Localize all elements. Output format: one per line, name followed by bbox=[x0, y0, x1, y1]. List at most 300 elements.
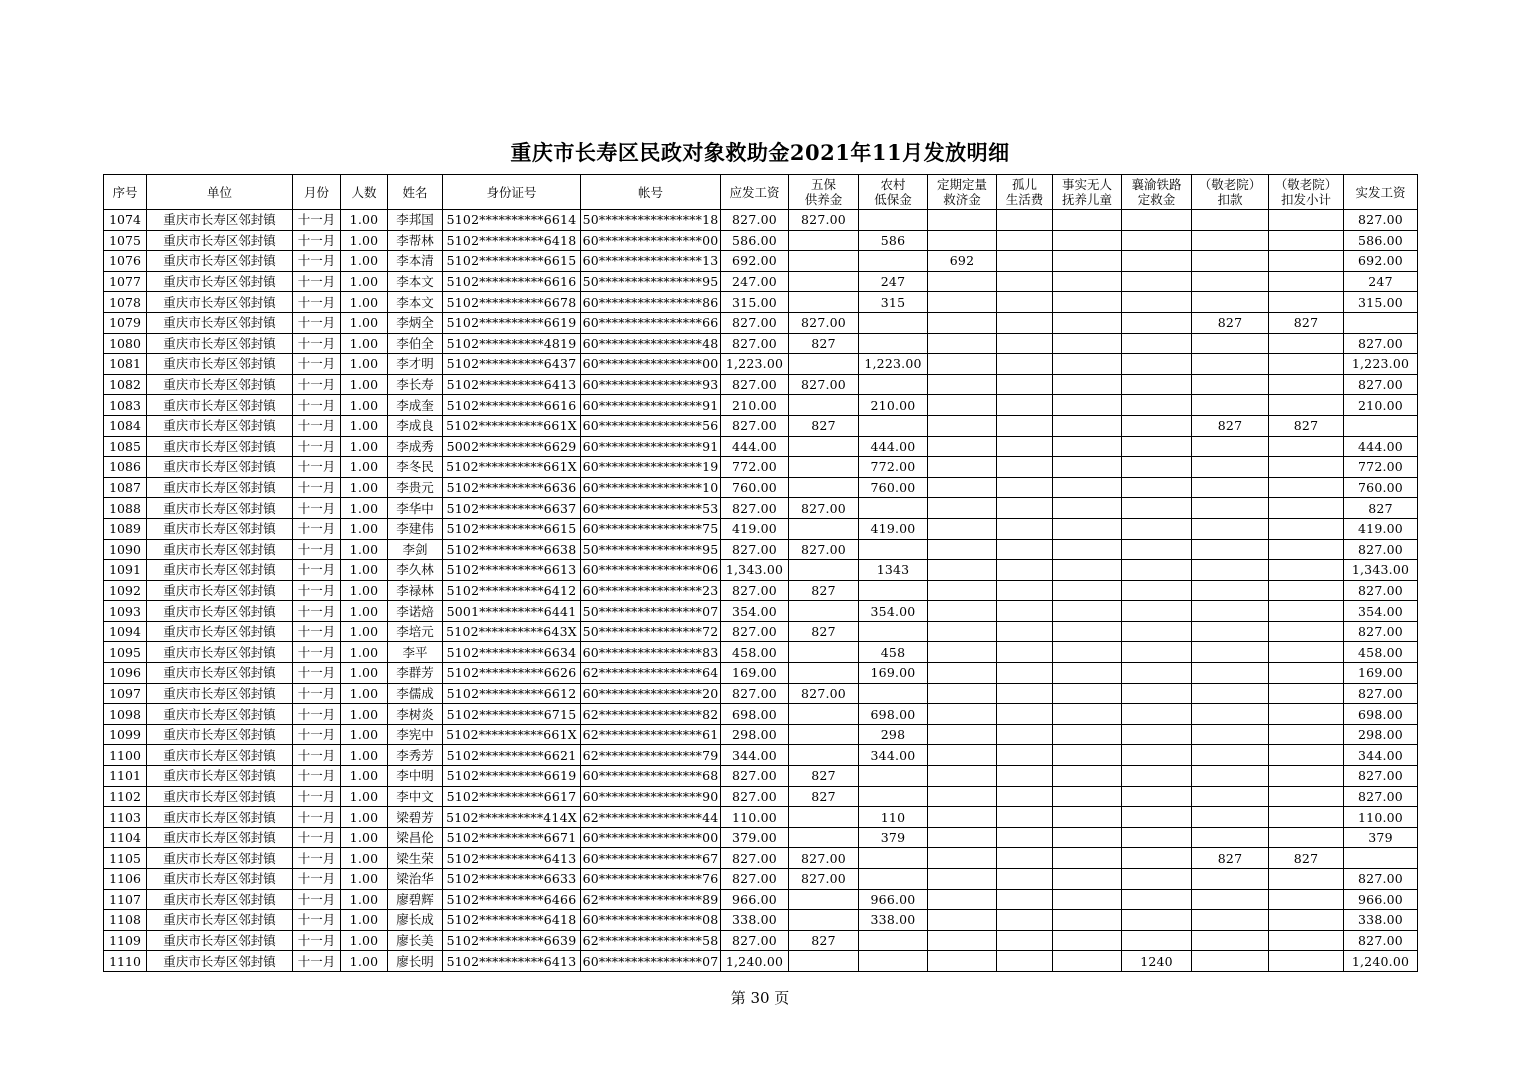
column-header: 月份 bbox=[293, 175, 341, 210]
table-cell bbox=[928, 415, 997, 436]
table-cell bbox=[997, 951, 1053, 972]
table-cell: 1.00 bbox=[341, 704, 388, 725]
table-cell bbox=[1053, 621, 1122, 642]
table-cell bbox=[1192, 683, 1269, 704]
table-cell: 60****************08 bbox=[581, 910, 721, 931]
table-cell: 827.00 bbox=[789, 312, 859, 333]
table-cell: 827.00 bbox=[721, 683, 789, 704]
table-cell bbox=[1269, 374, 1344, 395]
table-cell bbox=[859, 869, 928, 890]
table-cell: 50****************07 bbox=[581, 601, 721, 622]
table-cell: 458.00 bbox=[721, 642, 789, 663]
table-cell bbox=[1269, 869, 1344, 890]
table-cell: 772.00 bbox=[1344, 457, 1418, 478]
table-cell: 重庆市长寿区邻封镇 bbox=[147, 477, 293, 498]
table-cell bbox=[859, 251, 928, 272]
table-row bbox=[104, 786, 1418, 807]
table-cell bbox=[1053, 601, 1122, 622]
table-cell: 62****************64 bbox=[581, 663, 721, 684]
table-cell: 5102**********643X bbox=[443, 621, 581, 642]
table-cell bbox=[1122, 518, 1192, 539]
table-cell: 十一月 bbox=[293, 560, 341, 581]
table-cell: 十一月 bbox=[293, 210, 341, 231]
table-row bbox=[104, 642, 1418, 663]
table-cell bbox=[928, 889, 997, 910]
table-cell: 十一月 bbox=[293, 910, 341, 931]
table-cell: 827.00 bbox=[789, 869, 859, 890]
table-cell: 827.00 bbox=[1344, 580, 1418, 601]
table-cell: 50****************95 bbox=[581, 539, 721, 560]
table-cell: 1107 bbox=[104, 889, 147, 910]
table-row bbox=[104, 415, 1418, 436]
table-cell bbox=[928, 374, 997, 395]
table-cell: 458.00 bbox=[1344, 642, 1418, 663]
table-row bbox=[104, 292, 1418, 313]
table-cell: 827.00 bbox=[1344, 766, 1418, 787]
table-cell: 李伯全 bbox=[388, 333, 443, 354]
table-cell bbox=[997, 230, 1053, 251]
table-cell bbox=[928, 210, 997, 231]
table-cell bbox=[997, 889, 1053, 910]
table-cell: 5102**********661X bbox=[443, 457, 581, 478]
table-cell bbox=[997, 436, 1053, 457]
table-cell: 李宪中 bbox=[388, 724, 443, 745]
table-cell: 827 bbox=[1192, 312, 1269, 333]
table-cell: 李长寿 bbox=[388, 374, 443, 395]
table-cell bbox=[928, 560, 997, 581]
table-cell: 1104 bbox=[104, 827, 147, 848]
table-cell: 1.00 bbox=[341, 560, 388, 581]
table-cell: 760.00 bbox=[1344, 477, 1418, 498]
table-cell bbox=[928, 539, 997, 560]
table-cell: 827.00 bbox=[789, 374, 859, 395]
table-cell: 827.00 bbox=[721, 333, 789, 354]
table-cell: 1.00 bbox=[341, 786, 388, 807]
table-cell: 5001**********6441 bbox=[443, 601, 581, 622]
table-cell: 298 bbox=[859, 724, 928, 745]
table-cell: 966.00 bbox=[721, 889, 789, 910]
table-cell bbox=[1269, 642, 1344, 663]
table-cell bbox=[859, 539, 928, 560]
table-row bbox=[104, 807, 1418, 828]
table-row bbox=[104, 745, 1418, 766]
table-cell: 827 bbox=[1269, 848, 1344, 869]
table-cell bbox=[1269, 210, 1344, 231]
table-cell: 十一月 bbox=[293, 395, 341, 416]
table-cell bbox=[997, 642, 1053, 663]
table-cell: 60****************76 bbox=[581, 869, 721, 890]
table-row bbox=[104, 477, 1418, 498]
table-cell bbox=[928, 498, 997, 519]
table-cell bbox=[1053, 374, 1122, 395]
table-cell bbox=[789, 951, 859, 972]
table-cell bbox=[1192, 292, 1269, 313]
table-cell: 827.00 bbox=[721, 210, 789, 231]
table-cell: 5102**********6612 bbox=[443, 683, 581, 704]
table-cell bbox=[997, 910, 1053, 931]
table-cell bbox=[1269, 560, 1344, 581]
table-cell: 827.00 bbox=[721, 786, 789, 807]
table-cell: 169.00 bbox=[859, 663, 928, 684]
table-cell: 827.00 bbox=[1344, 374, 1418, 395]
table-cell: 李成良 bbox=[388, 415, 443, 436]
table-cell bbox=[997, 869, 1053, 890]
table-cell bbox=[1053, 745, 1122, 766]
table-cell bbox=[859, 312, 928, 333]
table-cell bbox=[1192, 910, 1269, 931]
table-cell bbox=[928, 910, 997, 931]
table-cell bbox=[1192, 621, 1269, 642]
table-cell: 62****************61 bbox=[581, 724, 721, 745]
table-cell: 5102**********6615 bbox=[443, 251, 581, 272]
table-cell: 5102**********6437 bbox=[443, 354, 581, 375]
table-cell bbox=[997, 724, 1053, 745]
table-cell: 十一月 bbox=[293, 498, 341, 519]
table-cell: 十一月 bbox=[293, 354, 341, 375]
table-cell: 1343 bbox=[859, 560, 928, 581]
table-cell bbox=[997, 498, 1053, 519]
table-cell: 169.00 bbox=[721, 663, 789, 684]
table-cell: 60****************91 bbox=[581, 395, 721, 416]
table-cell: 315.00 bbox=[721, 292, 789, 313]
table-cell: 60****************75 bbox=[581, 518, 721, 539]
table-cell: 十一月 bbox=[293, 601, 341, 622]
table-cell: 1103 bbox=[104, 807, 147, 828]
table-cell: 1.00 bbox=[341, 889, 388, 910]
table-cell: 210.00 bbox=[1344, 395, 1418, 416]
table-cell: 1.00 bbox=[341, 251, 388, 272]
table-cell: 827 bbox=[1192, 848, 1269, 869]
table-cell: 李儒成 bbox=[388, 683, 443, 704]
table-cell: 1101 bbox=[104, 766, 147, 787]
table-cell: 十一月 bbox=[293, 374, 341, 395]
table-cell: 1.00 bbox=[341, 869, 388, 890]
table-cell: 1092 bbox=[104, 580, 147, 601]
table-cell: 李本清 bbox=[388, 251, 443, 272]
table-cell bbox=[859, 930, 928, 951]
table-cell: 1.00 bbox=[341, 724, 388, 745]
table-cell bbox=[1122, 436, 1192, 457]
table-cell: 十一月 bbox=[293, 415, 341, 436]
table-cell: 十一月 bbox=[293, 766, 341, 787]
table-cell bbox=[1269, 663, 1344, 684]
column-header: 人数 bbox=[341, 175, 388, 210]
table-row bbox=[104, 827, 1418, 848]
table-cell: 586.00 bbox=[1344, 230, 1418, 251]
table-cell bbox=[1053, 395, 1122, 416]
table-cell bbox=[1122, 663, 1192, 684]
table-cell: 1.00 bbox=[341, 580, 388, 601]
table-cell bbox=[1053, 333, 1122, 354]
table-cell bbox=[1053, 560, 1122, 581]
table-cell: 1110 bbox=[104, 951, 147, 972]
table-cell: 1080 bbox=[104, 333, 147, 354]
table-cell: 十一月 bbox=[293, 951, 341, 972]
table-row bbox=[104, 766, 1418, 787]
table-cell: 50****************95 bbox=[581, 271, 721, 292]
table-cell: 十一月 bbox=[293, 724, 341, 745]
table-cell bbox=[1192, 889, 1269, 910]
table-cell bbox=[1122, 415, 1192, 436]
table-cell: 60****************00 bbox=[581, 230, 721, 251]
table-cell: 5102**********6678 bbox=[443, 292, 581, 313]
table-cell: 李群芳 bbox=[388, 663, 443, 684]
table-cell bbox=[1269, 436, 1344, 457]
table-cell bbox=[997, 312, 1053, 333]
table-cell bbox=[1122, 704, 1192, 725]
table-cell: 1.00 bbox=[341, 663, 388, 684]
table-cell: 廖长明 bbox=[388, 951, 443, 972]
table-cell bbox=[1192, 354, 1269, 375]
table-cell: 827.00 bbox=[1344, 869, 1418, 890]
table-cell: 1.00 bbox=[341, 312, 388, 333]
table-cell bbox=[1192, 724, 1269, 745]
table-cell: 60****************19 bbox=[581, 457, 721, 478]
table-cell bbox=[997, 395, 1053, 416]
table-cell: 十一月 bbox=[293, 745, 341, 766]
table-cell bbox=[1122, 766, 1192, 787]
table-cell: 1.00 bbox=[341, 807, 388, 828]
table-cell: 重庆市长寿区邻封镇 bbox=[147, 539, 293, 560]
table-cell bbox=[1053, 642, 1122, 663]
page-number: 第 30 页 bbox=[730, 989, 790, 1007]
table-cell: 354.00 bbox=[859, 601, 928, 622]
table-cell bbox=[928, 271, 997, 292]
table-cell: 827 bbox=[1269, 415, 1344, 436]
table-cell bbox=[1269, 786, 1344, 807]
table-cell: 60****************56 bbox=[581, 415, 721, 436]
table-cell: 重庆市长寿区邻封镇 bbox=[147, 827, 293, 848]
table-cell bbox=[997, 560, 1053, 581]
table-cell bbox=[1122, 848, 1192, 869]
table-cell: 772.00 bbox=[859, 457, 928, 478]
table-cell bbox=[997, 271, 1053, 292]
table-cell bbox=[1269, 292, 1344, 313]
table-cell: 5102**********661X bbox=[443, 415, 581, 436]
table-cell: 1108 bbox=[104, 910, 147, 931]
table-cell: 李才明 bbox=[388, 354, 443, 375]
column-header: 事实无人 抚养儿童 bbox=[1053, 175, 1122, 210]
table-cell: 李本文 bbox=[388, 271, 443, 292]
table-cell bbox=[789, 910, 859, 931]
table-row bbox=[104, 210, 1418, 231]
table-cell: 1.00 bbox=[341, 271, 388, 292]
column-header: 单位 bbox=[147, 175, 293, 210]
table-row bbox=[104, 951, 1418, 972]
table-cell: 重庆市长寿区邻封镇 bbox=[147, 910, 293, 931]
table-cell bbox=[1192, 642, 1269, 663]
table-cell bbox=[1344, 312, 1418, 333]
table-cell bbox=[928, 766, 997, 787]
table-cell bbox=[1053, 271, 1122, 292]
table-cell: 廖长美 bbox=[388, 930, 443, 951]
table-cell: 十一月 bbox=[293, 807, 341, 828]
table-cell: 1.00 bbox=[341, 210, 388, 231]
table-cell: 1076 bbox=[104, 251, 147, 272]
table-cell: 827.00 bbox=[721, 766, 789, 787]
table-cell bbox=[928, 518, 997, 539]
table-cell: 1,240.00 bbox=[1344, 951, 1418, 972]
table-cell bbox=[1192, 436, 1269, 457]
table-cell: 698.00 bbox=[721, 704, 789, 725]
table-cell bbox=[1269, 745, 1344, 766]
table-cell bbox=[997, 601, 1053, 622]
table-cell: 379 bbox=[859, 827, 928, 848]
table-cell bbox=[1192, 210, 1269, 231]
table-cell: 827.00 bbox=[721, 848, 789, 869]
table-cell: 698.00 bbox=[859, 704, 928, 725]
table-cell bbox=[789, 292, 859, 313]
table-cell: 重庆市长寿区邻封镇 bbox=[147, 704, 293, 725]
table-cell bbox=[1269, 333, 1344, 354]
table-cell bbox=[1053, 807, 1122, 828]
table-row bbox=[104, 560, 1418, 581]
table-cell: 1.00 bbox=[341, 766, 388, 787]
table-cell: 966.00 bbox=[859, 889, 928, 910]
table-cell bbox=[928, 807, 997, 828]
table-cell bbox=[859, 580, 928, 601]
table-cell bbox=[1344, 415, 1418, 436]
table-cell: 李秀芳 bbox=[388, 745, 443, 766]
table-cell: 1102 bbox=[104, 786, 147, 807]
column-header: 实发工资 bbox=[1344, 175, 1418, 210]
table-cell bbox=[1122, 930, 1192, 951]
table-cell bbox=[928, 642, 997, 663]
table-row bbox=[104, 683, 1418, 704]
table-cell: 338.00 bbox=[721, 910, 789, 931]
table-cell bbox=[859, 786, 928, 807]
table-cell: 李贵元 bbox=[388, 477, 443, 498]
table-cell bbox=[928, 333, 997, 354]
table-cell: 梁碧芳 bbox=[388, 807, 443, 828]
table-cell bbox=[928, 621, 997, 642]
table-cell: 5102**********6619 bbox=[443, 312, 581, 333]
table-cell: 李成秀 bbox=[388, 436, 443, 457]
table-cell bbox=[1192, 807, 1269, 828]
table-cell: 1074 bbox=[104, 210, 147, 231]
table-cell bbox=[789, 271, 859, 292]
table-row bbox=[104, 930, 1418, 951]
table-cell: 5102**********4819 bbox=[443, 333, 581, 354]
table-cell bbox=[1053, 766, 1122, 787]
table-cell: 1083 bbox=[104, 395, 147, 416]
table-cell: 李帮林 bbox=[388, 230, 443, 251]
column-header: 帐号 bbox=[581, 175, 721, 210]
table-cell bbox=[1122, 745, 1192, 766]
table-cell: 重庆市长寿区邻封镇 bbox=[147, 415, 293, 436]
table-cell: 李建伟 bbox=[388, 518, 443, 539]
table-cell: 5102**********6626 bbox=[443, 663, 581, 684]
table-row bbox=[104, 374, 1418, 395]
table-cell: 重庆市长寿区邻封镇 bbox=[147, 869, 293, 890]
table-cell bbox=[1192, 251, 1269, 272]
table-cell: 338.00 bbox=[1344, 910, 1418, 931]
table-cell bbox=[1122, 601, 1192, 622]
table-cell: 247 bbox=[859, 271, 928, 292]
table-cell bbox=[1269, 807, 1344, 828]
table-cell: 827 bbox=[789, 621, 859, 642]
table-cell bbox=[997, 292, 1053, 313]
table-cell bbox=[997, 745, 1053, 766]
table-row bbox=[104, 869, 1418, 890]
table-cell: 5102**********6466 bbox=[443, 889, 581, 910]
table-cell bbox=[1053, 580, 1122, 601]
table-cell bbox=[1269, 518, 1344, 539]
table-cell bbox=[1053, 251, 1122, 272]
table-cell: 1097 bbox=[104, 683, 147, 704]
table-cell: 586 bbox=[859, 230, 928, 251]
column-header: 五保 供养金 bbox=[789, 175, 859, 210]
table-cell bbox=[1053, 704, 1122, 725]
table-cell bbox=[997, 807, 1053, 828]
table-cell bbox=[859, 951, 928, 972]
table-cell bbox=[1053, 930, 1122, 951]
table-cell: 344.00 bbox=[859, 745, 928, 766]
table-cell bbox=[789, 889, 859, 910]
table-cell: 李邦国 bbox=[388, 210, 443, 231]
table-cell: 重庆市长寿区邻封镇 bbox=[147, 930, 293, 951]
table-cell bbox=[1192, 745, 1269, 766]
table-cell: 344.00 bbox=[1344, 745, 1418, 766]
table-cell: 827.00 bbox=[789, 210, 859, 231]
table-cell bbox=[1053, 951, 1122, 972]
table-cell: 重庆市长寿区邻封镇 bbox=[147, 292, 293, 313]
table-cell: 827.00 bbox=[721, 930, 789, 951]
table-cell: 1,240.00 bbox=[721, 951, 789, 972]
table-cell: 1091 bbox=[104, 560, 147, 581]
table-cell: 5102**********414X bbox=[443, 807, 581, 828]
table-cell: 692 bbox=[928, 251, 997, 272]
table-cell: 十一月 bbox=[293, 889, 341, 910]
table-row bbox=[104, 518, 1418, 539]
table-cell: 5102**********6615 bbox=[443, 518, 581, 539]
table-cell: 1098 bbox=[104, 704, 147, 725]
table-cell bbox=[928, 683, 997, 704]
table-cell: 60****************68 bbox=[581, 766, 721, 787]
table-cell: 827.00 bbox=[721, 498, 789, 519]
table-cell bbox=[997, 251, 1053, 272]
column-header: 姓名 bbox=[388, 175, 443, 210]
table-cell bbox=[1269, 683, 1344, 704]
table-cell: 760.00 bbox=[721, 477, 789, 498]
table-cell bbox=[1053, 724, 1122, 745]
relief-payment-table bbox=[103, 174, 1418, 972]
table-row bbox=[104, 251, 1418, 272]
table-cell bbox=[1053, 786, 1122, 807]
table-cell: 5102**********6715 bbox=[443, 704, 581, 725]
table-cell bbox=[1344, 848, 1418, 869]
table-row bbox=[104, 580, 1418, 601]
table-cell bbox=[928, 745, 997, 766]
table-cell: 1.00 bbox=[341, 395, 388, 416]
column-header: 孤儿 生活费 bbox=[997, 175, 1053, 210]
table-cell bbox=[1053, 518, 1122, 539]
table-cell bbox=[1269, 766, 1344, 787]
table-cell: 十一月 bbox=[293, 621, 341, 642]
table-cell: 5102**********6637 bbox=[443, 498, 581, 519]
table-cell bbox=[928, 786, 997, 807]
table-cell bbox=[1192, 580, 1269, 601]
table-cell: 60****************53 bbox=[581, 498, 721, 519]
table-cell: 1.00 bbox=[341, 930, 388, 951]
table-cell bbox=[928, 457, 997, 478]
table-cell bbox=[1122, 560, 1192, 581]
table-cell bbox=[1269, 580, 1344, 601]
table-cell: 60****************00 bbox=[581, 354, 721, 375]
table-cell bbox=[997, 580, 1053, 601]
table-cell bbox=[1122, 271, 1192, 292]
table-cell: 315 bbox=[859, 292, 928, 313]
